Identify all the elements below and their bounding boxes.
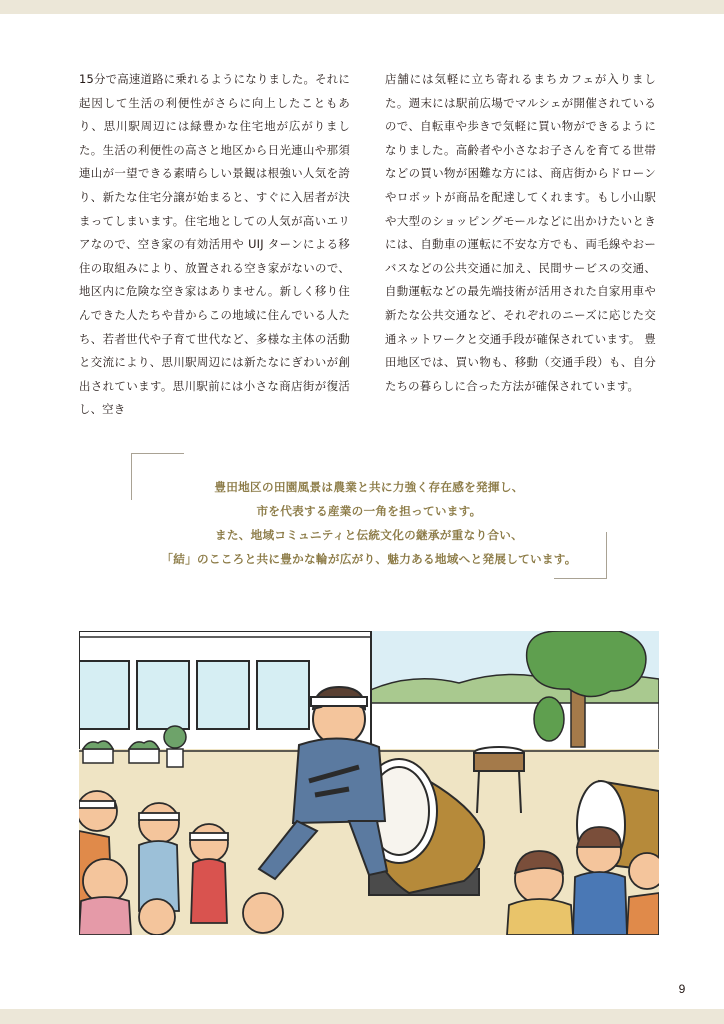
window <box>79 661 129 729</box>
window <box>197 661 249 729</box>
wall <box>364 703 659 753</box>
window <box>137 661 189 729</box>
quote-line: 市を代表する産業の一角を担っています。 <box>256 504 482 518</box>
quote-text <box>131 475 607 571</box>
body-text-right-column: 店舗には気軽に立ち寄れるまちカフェが入りました。週末には駅前広場でマルシェが開催されているので、自転車や歩きで気軽に買い物ができるようになりました。高齢者や小さなお子さんを育てる世帯などの買い物が困難な方には、商店街からドローンやロボットが商品を配達してくれます。もし小山駅や大型のショッピングモールなどに出かけたいときには、自動車の運転に不安な方でも、両毛線やおーバスなどの公共交通に加え、民間サービスの交通、自動運転などの最先端技術が活用された自家用車や新たな公共交通など、それぞれのニーズに応じた交通ネットワークと交通手段が確保されています。 豊田地区では、買い物も、移動（交通手段）も、自分たちの暮らしに合った方法が確保されています。 <box>385 72 656 393</box>
window <box>257 661 309 729</box>
body-text-left-column: 15分で高速道路に乗れるようになりました。それに起因して生活の利便性がさらに向上したこともあり、思川駅周辺には緑豊かな住宅地が広がりました。生活の利便性の高さと地区から日光連山や那須連山が一望できる素晴らしい景観は根強い人気を誇り、新たな住宅分譲が始まると、すぐに入居者が決まってしまいます。住宅地としての人気が高いエリアなので、空き家の有効活用や UIJ ターンによる移住の取組みにより、放置される空き家がないので、地区内に危険な空き家はありません。新しく移り住んできた人たちや昔からこの地域に住んでいる人たち、若者世代や子育て世代など、多様な主体の活動と交流により、思川駅周辺には新たなにぎわいが創出されています。思川駅前には小さな商店街が復活し、空き <box>79 72 350 417</box>
quote-line: また、地域コミュニティと伝統文化の継承が重なり合い、 <box>214 528 524 542</box>
quote-line: 「結」のこころと共に豊かな輪が広がり、魅力ある地域へと発展しています。 <box>161 552 577 566</box>
quote-line: 豊田地区の田園風景は農業と共に力強く存在感を発揮し、 <box>214 480 524 494</box>
top-band <box>0 0 724 14</box>
pull-quote <box>131 453 607 579</box>
bottom-band <box>0 1009 724 1024</box>
taiko-festival-illustration <box>79 631 659 935</box>
bush-icon <box>534 697 564 741</box>
page-number: 9 <box>678 982 686 996</box>
